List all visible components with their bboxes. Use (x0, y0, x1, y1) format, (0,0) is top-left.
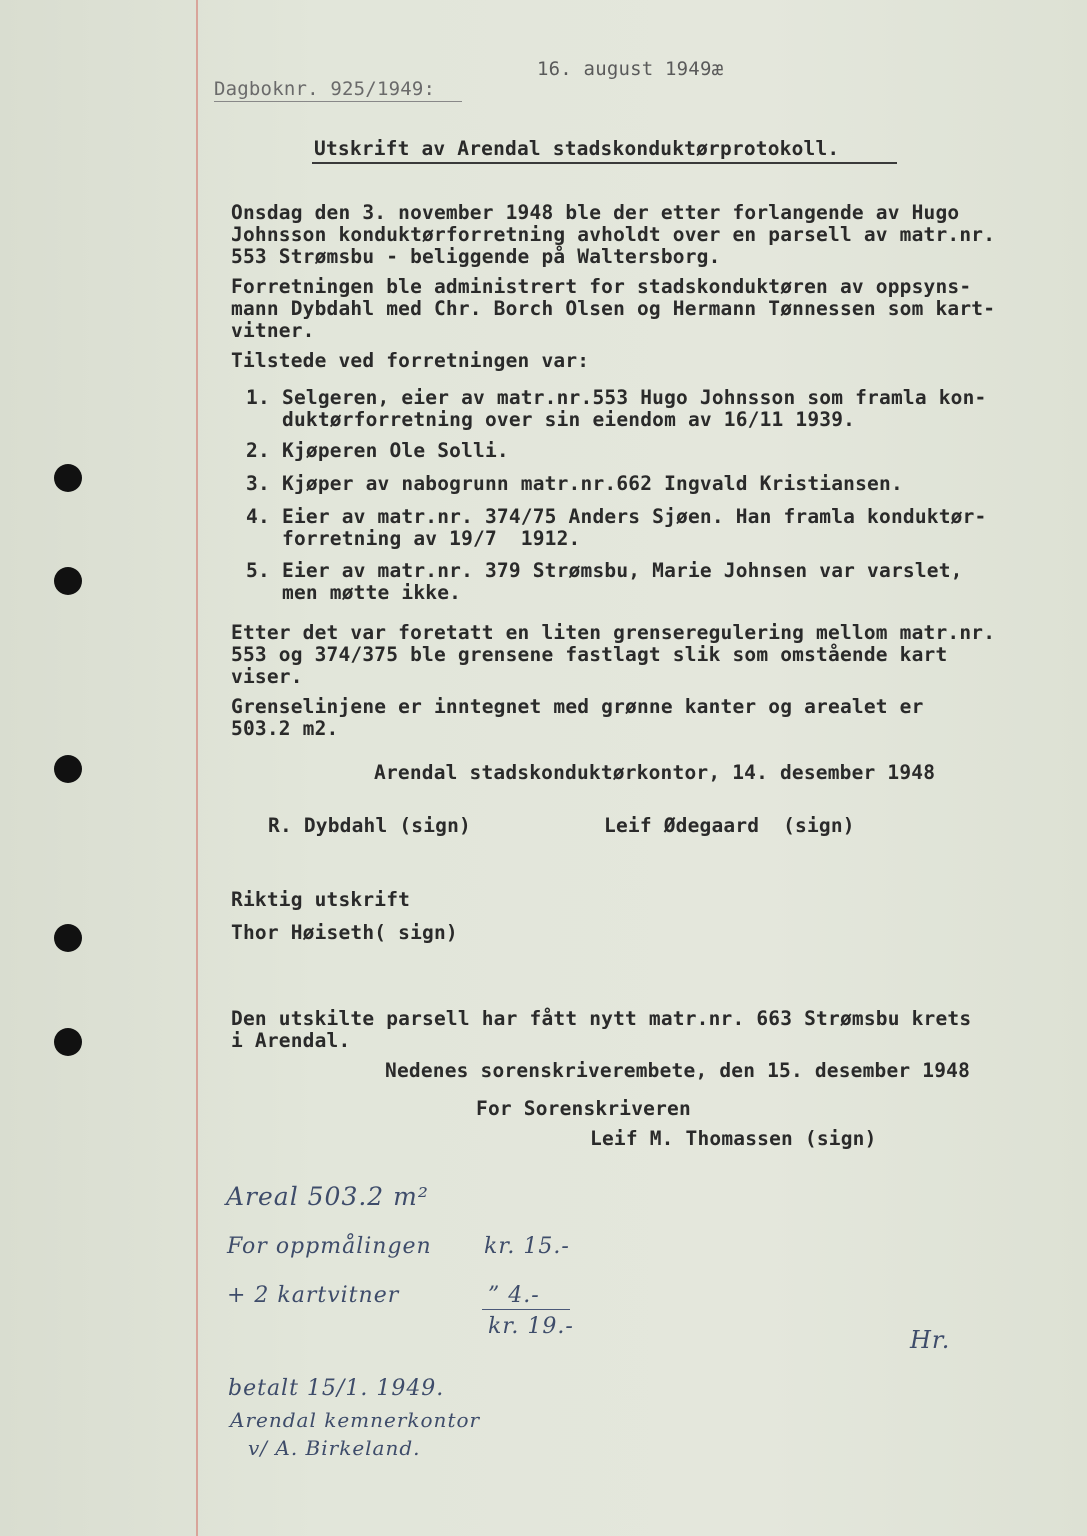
paragraph-line: Tilstede ved forretningen var: (231, 349, 590, 372)
handwritten-witness-amount: ” 4.- (488, 1283, 540, 1308)
handwritten-total: kr. 19.- (488, 1314, 574, 1339)
list-item-line: Selgeren, eier av matr.nr.553 Hugo Johnsson som framla kon- (282, 386, 987, 409)
document-date: 16. august 1949æ (537, 58, 724, 80)
for-registrar-label: For Sorenskriveren (476, 1097, 691, 1120)
court-date-line: Nedenes sorenskriverembete, den 15. desember 1948 (385, 1059, 971, 1082)
paragraph-line: Johnsson konduktørforretning avholdt over en parsell av matr.nr. (231, 223, 996, 246)
list-number: 4. (246, 505, 270, 528)
paragraph-line: Onsdag den 3. november 1948 ble der etter forlangende av Hugo (231, 201, 960, 224)
list-number: 3. (246, 472, 270, 495)
list-item-line: Kjøper av nabogrunn matr.nr.662 Ingvald Kristiansen. (282, 472, 903, 495)
journal-number: Dagboknr. 925/1949: (214, 78, 436, 100)
punch-hole (54, 1028, 82, 1056)
paragraph-line: 553 og 374/375 ble grensene fastlagt slik som omstående kart (231, 643, 948, 666)
list-number: 2. (246, 439, 270, 462)
signature-odegaard: Leif Ødegaard (sign) (604, 814, 855, 837)
handwritten-sum-line (482, 1309, 570, 1310)
list-item-line: Kjøperen Ole Solli. (282, 439, 509, 462)
handwritten-witness-label: + 2 kartvitner (227, 1283, 400, 1308)
document-title: Utskrift av Arendal stadskonduktørprotokoll. (314, 137, 840, 160)
list-item-line: men møtte ikke. (282, 581, 462, 604)
handwritten-fee-amount: kr. 15.- (484, 1234, 570, 1259)
handwritten-paid-date: betalt 15/1. 1949. (228, 1376, 445, 1401)
list-number: 1. (246, 386, 270, 409)
paragraph-line: viser. (231, 665, 303, 688)
paragraph-line: i Arendal. (231, 1029, 351, 1052)
title-underline (312, 162, 897, 164)
punch-hole (54, 755, 82, 783)
certified-copy-label: Riktig utskrift (231, 888, 411, 911)
list-number: 5. (246, 559, 270, 582)
list-item-line: duktørforretning over sin eiendom av 16/11 1939. (282, 408, 856, 431)
paragraph-line: Grenselinjene er inntegnet med grønne kanter og arealet er (231, 695, 924, 718)
list-item-line: Eier av matr.nr. 374/75 Anders Sjøen. Han framla konduktør- (282, 505, 987, 528)
paragraph-line: 503.2 m2. (231, 717, 339, 740)
signature-hoiseth: Thor Høiseth( sign) (231, 921, 458, 944)
paragraph-line: 553 Strømsbu - beliggende på Waltersborg. (231, 245, 721, 268)
punch-hole (54, 464, 82, 492)
punch-hole (54, 567, 82, 595)
list-item-line: forretning av 19/7 1912. (282, 527, 581, 550)
list-item-line: Eier av matr.nr. 379 Strømsbu, Marie Johnsen var varslet, (282, 559, 963, 582)
handwritten-clerk: v/ A. Birkeland. (248, 1436, 421, 1460)
paragraph-line: Etter det var foretatt en liten grenseregulering mellom matr.nr. (231, 621, 996, 644)
signature-dybdahl: R. Dybdahl (sign) (268, 814, 471, 837)
paragraph-line: vitner. (231, 319, 315, 342)
office-date-line: Arendal stadskonduktørkontor, 14. desember 1948 (374, 761, 936, 784)
handwritten-office: Arendal kemnerkontor (230, 1408, 481, 1432)
signature-thomassen: Leif M. Thomassen (sign) (590, 1127, 877, 1150)
handwritten-area-note: Areal 503.2 m² (226, 1182, 429, 1211)
journal-number-underline (214, 101, 462, 102)
punch-hole (54, 924, 82, 952)
paragraph-line: Den utskilte parsell har fått nytt matr.nr. 663 Strømsbu krets (231, 1007, 972, 1030)
margin-rule (196, 0, 198, 1536)
handwritten-initials: Hr. (910, 1326, 951, 1354)
paragraph-line: mann Dybdahl med Chr. Borch Olsen og Hermann Tønnessen som kart- (231, 297, 996, 320)
paragraph-line: Forretningen ble administrert for stadskonduktøren av oppsyns- (231, 275, 972, 298)
handwritten-fee-label: For oppmålingen (227, 1234, 432, 1259)
